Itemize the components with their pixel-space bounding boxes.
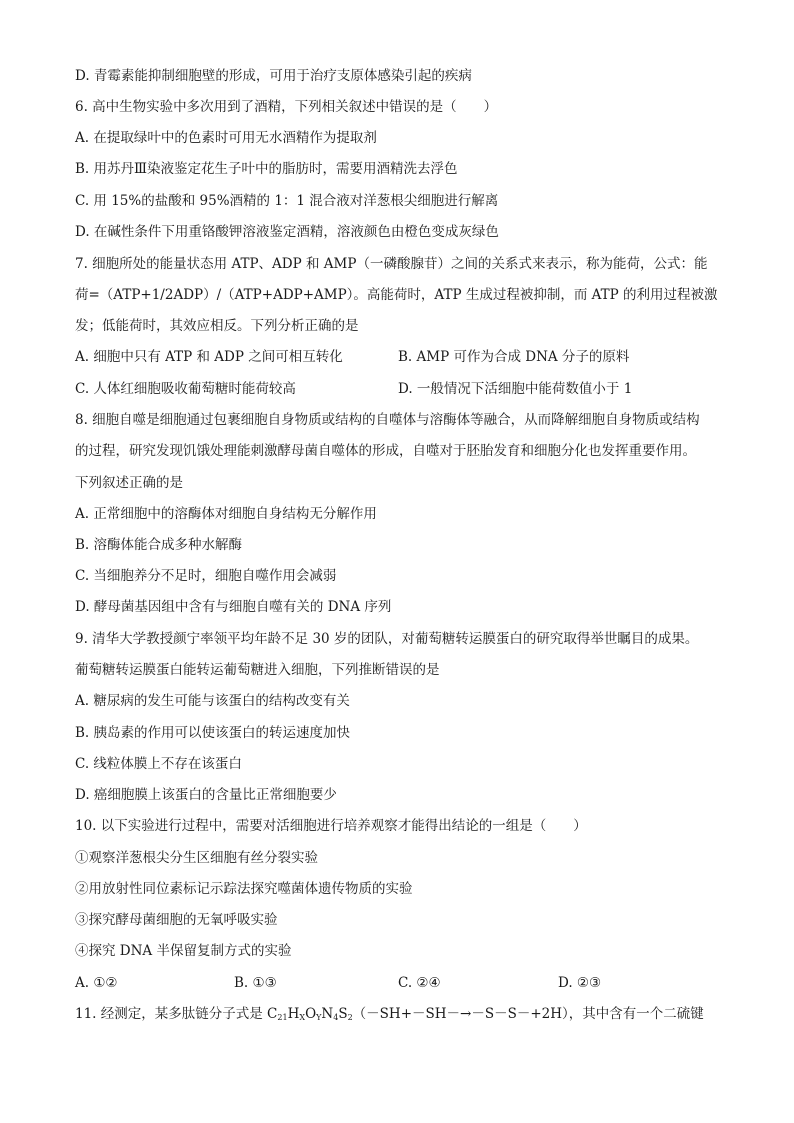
q10-option-a: A. ①②	[75, 975, 118, 991]
q11-sub-n: 4	[333, 1013, 339, 1022]
q11-element-s: S	[338, 1006, 348, 1022]
q7-option-a: A. 细胞中只有 ATP 和 ADP 之间可相互转化	[75, 349, 343, 365]
q11-text-start: 11. 经测定，某多肽链分子式是 C	[75, 1006, 278, 1022]
question-6-stem: 6. 高中生物实验中多次用到了酒精，下列相关叙述中错误的是（ ）	[75, 99, 498, 115]
q11-sub-s: 2	[347, 1013, 353, 1022]
question-7-stem-line-2: 荷=（ATP+1/2ADP）/（ATP+ADP+AMP）。高能荷时，ATP 生成过程被抑制，而 ATP 的利用过程被激	[75, 287, 718, 303]
q10-item-3: ③探究酵母菌细胞的无氧呼吸实验	[75, 912, 278, 928]
q10-option-d: D. ②③	[558, 975, 602, 991]
q8-option-c: C. 当细胞养分不足时，细胞自噬作用会减弱	[75, 568, 337, 584]
q8-option-b: B. 溶酶体能合成多种水解酶	[75, 537, 243, 553]
q7-option-c: C. 人体红细胞吸收葡萄糖时能荷较高	[75, 381, 296, 397]
q9-option-c: C. 线粒体膜上不存在该蛋白	[75, 756, 242, 772]
q11-sub-c: 21	[277, 1013, 288, 1022]
question-7-stem-line-3: 发；低能荷时，其效应相反。下列分析正确的是	[75, 318, 359, 334]
q10-option-b: B. ①③	[234, 975, 277, 991]
q10-item-1: ①观察洋葱根尖分生区细胞有丝分裂实验	[75, 850, 318, 866]
q6-option-c: C. 用 15%的盐酸和 95%酒精的 1：1 混合液对洋葱根尖细胞进行解离	[75, 193, 499, 209]
question-9-stem-line-1: 9. 清华大学教授颜宁率领平均年龄不足 30 岁的团队，对葡萄糖转运膜蛋白的研究取得举世瞩目的成果。	[75, 631, 699, 647]
question-8-stem-line-3: 下列叙述正确的是	[75, 475, 183, 491]
q11-sub-h: X	[299, 1013, 306, 1022]
q7-option-d: D. 一般情况下活细胞中能荷数值小于 1	[398, 381, 633, 397]
q8-option-a: A. 正常细胞中的溶酶体对细胞自身结构无分解作用	[75, 506, 377, 522]
q11-element-h: H	[287, 1006, 300, 1022]
q9-option-b: B. 胰岛素的作用可以使该蛋白的转运速度加快	[75, 725, 351, 741]
q5-option-d: D. 青霉素能抑制细胞壁的形成，可用于治疗支原体感染引起的疾病	[75, 68, 472, 84]
q10-item-4: ④探究 DNA 半保留复制方式的实验	[75, 943, 292, 959]
question-8-stem-line-1: 8. 细胞自噬是细胞通过包裹细胞自身物质或结构的自噬体与溶酶体等融合，从而降解细胞自身物质或结构	[75, 412, 700, 428]
q6-option-a: A. 在提取绿叶中的色素时可用无水酒精作为提取剂	[75, 130, 377, 146]
q9-option-a: A. 糖尿病的发生可能与该蛋白的结构改变有关	[75, 693, 350, 709]
q10-option-c: C. ②④	[398, 975, 441, 991]
q11-element-n: N	[321, 1006, 334, 1022]
q7-option-b: B. AMP 可作为合成 DNA 分子的原料	[398, 349, 630, 365]
q8-option-d: D. 酵母菌基因组中含有与细胞自噬有关的 DNA 序列	[75, 599, 392, 615]
question-7-stem-line-1: 7. 细胞所处的能量状态用 ATP、ADP 和 AMP（一磷酸腺苷）之间的关系式来表示，称为能荷，公式：能	[75, 256, 708, 272]
q9-option-d: D. 癌细胞膜上该蛋白的含量比正常细胞要少	[75, 787, 337, 803]
q10-item-2: ②用放射性同位素标记示踪法探究噬菌体遗传物质的实验	[75, 881, 413, 897]
question-11-stem	[75, 1005, 704, 1027]
question-8-stem-line-2: 的过程，研究发现饥饿处理能刺激酵母菌自噬体的形成，自噬对于胚胎发育和细胞分化也发挥重要作用。	[75, 443, 696, 459]
q6-option-d: D. 在碱性条件下用重铬酸钾溶液鉴定酒精，溶液颜色由橙色变成灰绿色	[75, 224, 499, 240]
question-9-stem-line-2: 葡萄糖转运膜蛋白能转运葡萄糖进入细胞，下列推断错误的是	[75, 662, 440, 678]
question-10-stem: 10. 以下实验进行过程中，需要对活细胞进行培养观察才能得出结论的一组是（ ）	[75, 818, 587, 834]
q11-element-o: O	[305, 1006, 317, 1022]
q6-option-b: B. 用苏丹Ⅲ染液鉴定花生子叶中的脂肪时，需要用酒精洗去浮色	[75, 161, 458, 177]
q11-text-end: （－SH+－SH－→－S－S－+2H），其中含有一个二硫键	[352, 1006, 704, 1022]
q11-sub-o: Y	[316, 1013, 322, 1022]
